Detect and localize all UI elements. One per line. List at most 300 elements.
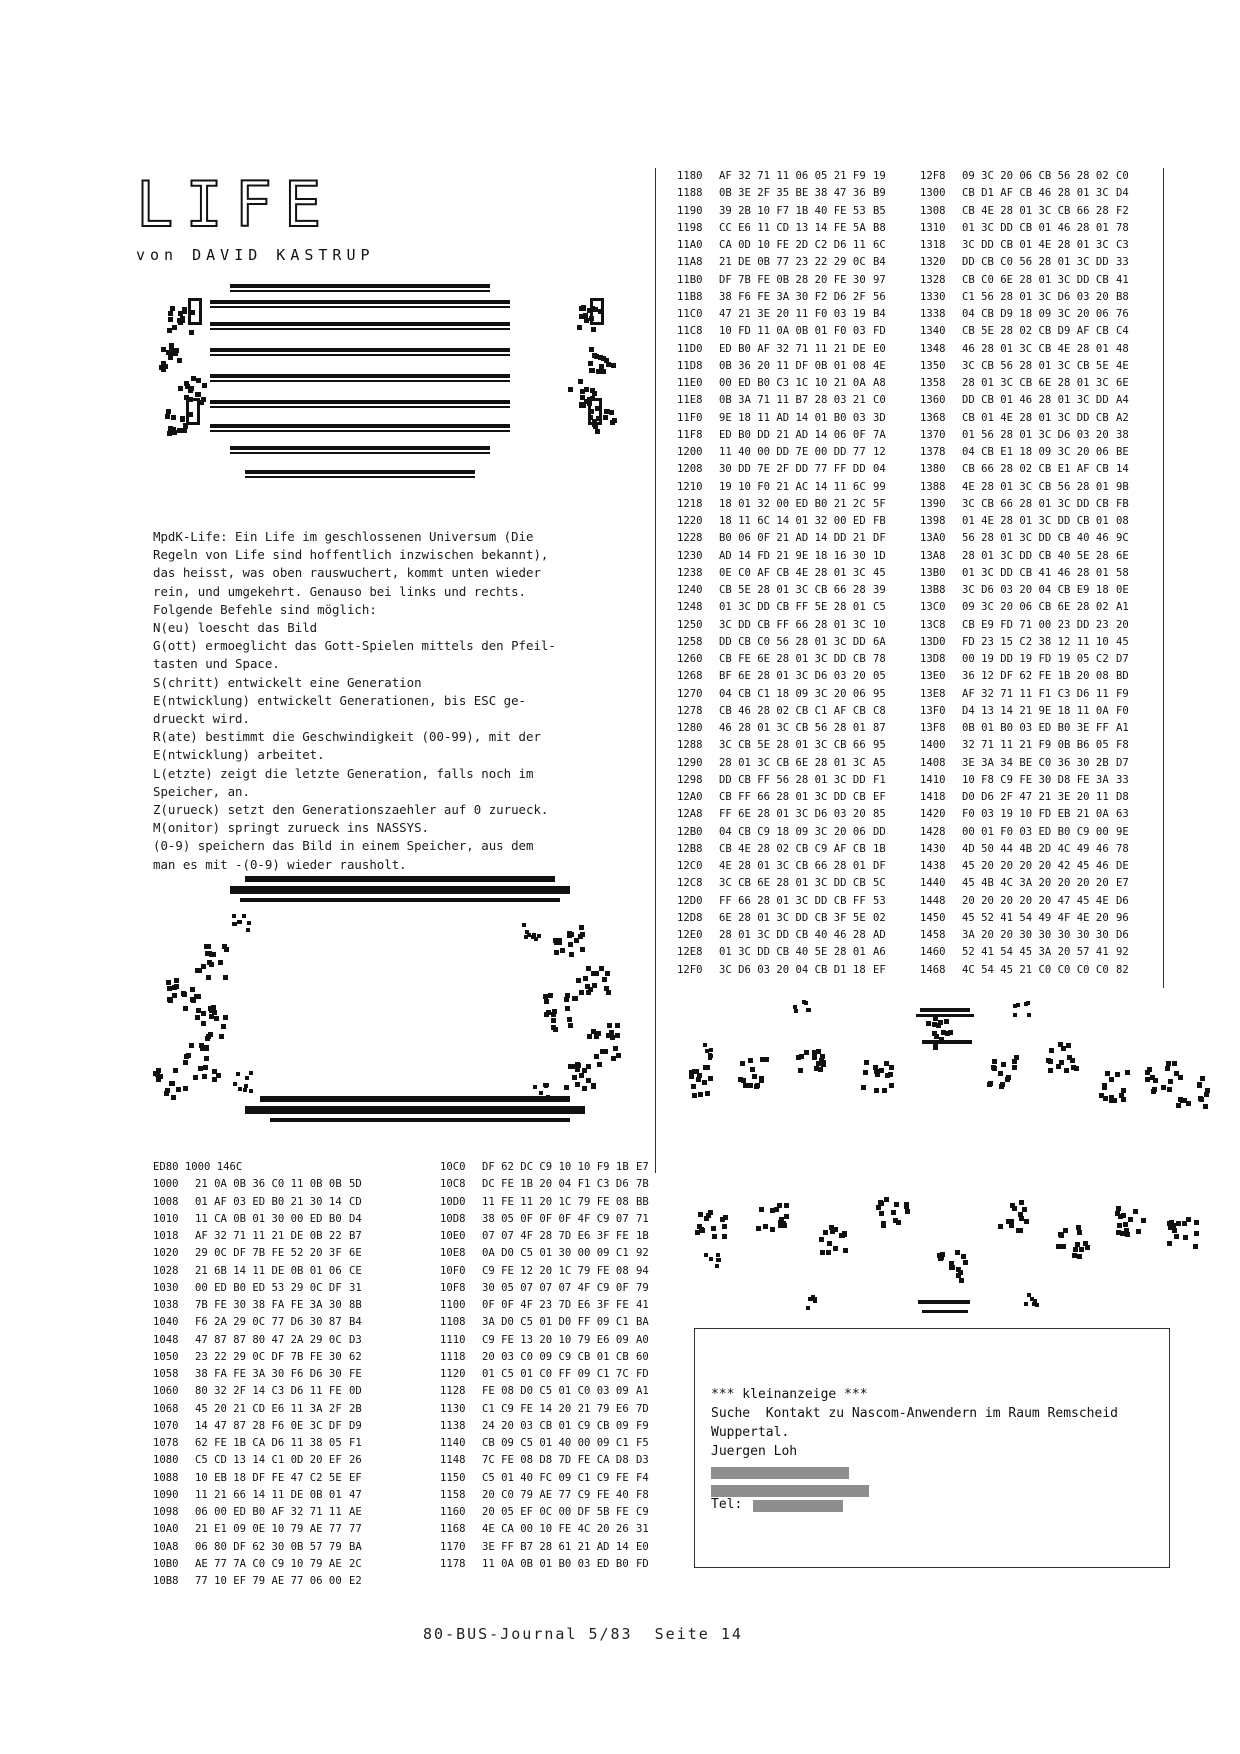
hexdump-sum: 19	[873, 170, 886, 182]
hexdump-sum: F9	[1116, 687, 1129, 700]
hexdump-addr: 1108	[440, 1316, 466, 1329]
hexdump-sum: CD	[349, 1195, 362, 1208]
hexdump-addr: 1238	[677, 566, 703, 579]
hexdump-bytes: ED B0 AF 32 71 11 21 DE	[719, 342, 866, 355]
hexdump-addr: 1120	[440, 1368, 466, 1380]
hexdump-bytes: FD 23 15 C2 38 12 11 10	[962, 635, 1109, 648]
hexdump-bytes: 00 19 DD 19 FD 19 05 C2	[962, 653, 1109, 665]
hexdump-sum: BB	[636, 1195, 649, 1208]
hexdump-bytes: 47 21 3E 20 11 F0 03 19	[719, 308, 866, 320]
hexdump-bytes: 62 FE 1B CA D6 11 38 05	[195, 1437, 342, 1449]
hexdump-sum: F8	[1116, 739, 1129, 752]
hexdump-bytes: DD CB C0 56 28 01 3C DD	[962, 256, 1109, 269]
hexdump-bytes: C9 FE 12 20 1C 79 FE 08	[482, 1264, 629, 1277]
hexdump-bytes: 01 C5 01 C0 FF 09 C1 7C	[482, 1368, 629, 1380]
hexdump-sum: 41	[636, 1299, 649, 1311]
hexdump-sum: 85	[873, 808, 886, 821]
hexdump-sum: F9	[636, 1419, 649, 1432]
hexdump-bytes: CA 0D 10 FE 2D C2 D6 11	[719, 239, 866, 251]
hexdump-bytes: AF 32 71 11 F1 C3 D6 11	[962, 687, 1109, 700]
hexdump-addr: 1150	[440, 1471, 466, 1484]
hexdump-sum: D4	[349, 1212, 362, 1225]
hexdump-addr: 1130	[440, 1402, 466, 1415]
hexdump-bytes: 04 CB C9 18 09 3C 20 06	[719, 825, 866, 838]
hexdump-addr: 1390	[920, 497, 946, 510]
hexdump-addr: 1138	[440, 1419, 466, 1432]
hexdump-bytes: 3A D0 C5 01 D0 FF 09 C1	[482, 1316, 629, 1329]
hexdump-bytes: AE 77 7A C0 C9 10 79 AE	[195, 1557, 342, 1570]
hexdump-bytes: 0F 0F 4F 23 7D E6 3F FE	[482, 1299, 629, 1311]
hexdump-bytes: 28 01 3C DD CB 40 5E 28	[962, 549, 1109, 562]
hexdump-sum: A5	[873, 756, 886, 769]
hexdump-sum: 5C	[873, 877, 886, 890]
hexdump-addr: 10A8	[153, 1540, 179, 1553]
hexdump-addr: 1188	[677, 187, 703, 200]
hexdump-sum: 8B	[349, 1299, 362, 1311]
hexdump-sum: F8	[636, 1488, 649, 1501]
hexdump-bytes: 38 05 0F 0F 0F 4F C9 07	[482, 1212, 629, 1225]
hexdump-addr: 1310	[920, 221, 946, 234]
instruction-line: drueckt wird.	[153, 711, 250, 727]
ad-text-line-2: Wuppertal.	[711, 1425, 790, 1440]
hexdump-addr: 1200	[677, 446, 703, 458]
hexdump-addr: 10C0	[440, 1161, 466, 1173]
hexdump-addr: 1320	[920, 256, 946, 269]
hexdump-sum: 87	[873, 722, 886, 734]
hexdump-addr: 13B0	[920, 566, 946, 579]
hexdump-sum: 79	[636, 1281, 649, 1294]
hexdump-addr: 13D0	[920, 635, 946, 648]
hexdump-sum: A6	[873, 946, 886, 959]
hexdump-sum: BA	[349, 1540, 362, 1553]
hexdump-sum: D7	[1116, 653, 1129, 665]
hexdump-addr: 12B8	[677, 842, 703, 855]
hexdump-bytes: 18 11 6C 14 01 32 00 ED	[719, 515, 866, 527]
hexdump-addr: 1178	[440, 1557, 466, 1570]
hexdump-bytes: 11 40 00 DD 7E 00 DD 77	[719, 446, 866, 458]
instruction-line: E(ntwicklung) arbeitet.	[153, 747, 325, 763]
hexdump-addr: 1340	[920, 325, 946, 338]
hexdump-sum: 41	[1116, 273, 1129, 286]
hexdump-bytes: ED B0 DD 21 AD 14 06 0F	[719, 428, 866, 441]
hexdump-bytes: 00 01 F0 03 ED B0 C9 00	[962, 825, 1109, 838]
hexdump-sum: 5D	[349, 1178, 362, 1191]
hexdump-sum: 76	[1116, 308, 1129, 320]
hexdump-addr: 12A8	[677, 808, 703, 821]
hexdump-addr: 1308	[920, 204, 946, 217]
instruction-line: S(chritt) entwickelt eine Generation	[153, 674, 422, 690]
classified-ad-box	[694, 1328, 1170, 1568]
article-byline: von DAVID KASTRUP	[136, 246, 375, 264]
hexdump-sum: D6	[1116, 894, 1129, 907]
hexdump-addr: 1330	[920, 290, 946, 303]
hexdump-bytes: 01 3C DD CB 41 46 28 01	[962, 566, 1109, 579]
hexdump-sum: AD	[873, 929, 886, 941]
hexdump-sum: 33	[1116, 773, 1129, 786]
redacted-phone-number	[753, 1500, 843, 1512]
hexdump-sum: B7	[349, 1230, 362, 1242]
instruction-line: Folgende Befehle sind möglich:	[153, 601, 377, 617]
hexdump-addr: 1010	[153, 1212, 179, 1225]
hexdump-addr: 10F0	[440, 1264, 466, 1277]
hexdump-sum: 9E	[1116, 825, 1129, 838]
hexdump-sum: 6C	[873, 239, 886, 251]
hexdump-bytes: 11 21 66 14 11 DE 0B 01	[195, 1488, 342, 1501]
hexdump-addr: 1248	[677, 601, 703, 614]
hexdump-addr: 1018	[153, 1230, 179, 1242]
hexdump-bytes: 3C CB 5E 28 01 3C CB 66	[719, 739, 866, 752]
hexdump-bytes: 45 4B 4C 3A 20 20 20 20	[962, 877, 1109, 890]
hexdump-addr: 13A0	[920, 532, 946, 545]
hexdump-addr: 1070	[153, 1419, 179, 1432]
hexdump-bytes: D4 13 14 21 9E 18 11 0A	[962, 704, 1109, 717]
hexdump-sum: A8	[873, 377, 886, 389]
hexdump-sum: 78	[873, 653, 886, 665]
instruction-line: M(onitor) springt zurueck ins NASSYS.	[153, 820, 430, 836]
instruction-line: G(ott) ermoeglicht das Gott-Spielen mittels den Pfeil-	[153, 638, 556, 654]
hexdump-addr: 11B8	[677, 290, 703, 303]
hexdump-bytes: 0B 01 B0 03 ED B0 3E FF	[962, 722, 1109, 734]
hexdump-sum: 62	[349, 1350, 362, 1363]
redacted-address-line-2	[711, 1485, 869, 1497]
hexdump-sum: 4E	[873, 359, 886, 372]
hexdump-addr: 1020	[153, 1247, 179, 1260]
hexdump-sum: B4	[349, 1316, 362, 1329]
hexdump-addr: 13A8	[920, 549, 946, 562]
hexdump-bytes: AF 32 71 11 06 05 21 F9	[719, 170, 866, 182]
hexdump-addr: 1300	[920, 187, 946, 200]
hexdump-addr: 1460	[920, 946, 946, 959]
hexdump-bytes: D0 D6 2F 47 21 3E 20 11	[962, 791, 1109, 803]
hexdump-sum: 05	[873, 670, 886, 683]
hexdump-addr: 1078	[153, 1437, 179, 1449]
ad-text-line-1: Suche Kontakt zu Nascom-Anwendern im Raum Remscheid	[711, 1406, 1118, 1421]
hexdump-bytes: 04 CB D9 18 09 3C 20 06	[962, 308, 1109, 320]
hexdump-bytes: B0 06 0F 21 AD 14 DD 21	[719, 532, 866, 545]
hexdump-sum: BE	[1116, 446, 1129, 458]
hexdump-sum: 5F	[873, 497, 886, 510]
hexdump-sum: A1	[636, 1385, 649, 1398]
hexdump-sum: 77	[349, 1523, 362, 1536]
hexdump-bytes: 10 FD 11 0A 0B 01 F0 03	[719, 325, 866, 338]
hexdump-addr: 1260	[677, 653, 703, 665]
hexdump-addr: 1208	[677, 463, 703, 476]
hexdump-sum: 1B	[636, 1230, 649, 1242]
hexdump-sum: AE	[349, 1506, 362, 1518]
hexdump-sum: D3	[349, 1333, 362, 1346]
hexdump-addr: 1440	[920, 877, 946, 890]
instruction-line: Regeln von Life sind hoffentlich inzwischen bekannt),	[153, 547, 549, 563]
hexdump-bytes: 28 01 3C CB 6E 28 01 3C	[962, 377, 1109, 389]
hexdump-sum: D4	[1116, 187, 1129, 200]
instruction-line: rein, und umgekehrt. Genauso bei links und rechts.	[153, 583, 526, 599]
hexdump-addr: 1448	[920, 894, 946, 907]
instructions-text	[153, 528, 635, 874]
hexdump-bytes: 21 E1 09 0E 10 79 AE 77	[195, 1523, 342, 1536]
hexdump-bytes: DF 7B FE 0B 28 20 FE 30	[719, 273, 866, 286]
hexdump-bytes: 11 0A 0B 01 B0 03 ED B0	[482, 1557, 629, 1570]
hexdump-bytes: 04 CB C1 18 09 3C 20 06	[719, 687, 866, 700]
hexdump-bytes: 52 41 54 45 3A 20 57 41	[962, 946, 1109, 959]
hexdump-bytes: 00 ED B0 C3 1C 10 21 0A	[719, 377, 866, 389]
hexdump-bytes: AF 32 71 11 21 DE 0B 22	[195, 1230, 342, 1242]
hexdump-addr: 1428	[920, 825, 946, 838]
hexdump-bytes: 7C FE 08 D8 7D FE CA D8	[482, 1454, 629, 1467]
hexdump-bytes: CB FE 6E 28 01 3C DD CB	[719, 653, 866, 665]
hexdump-sum: 0E	[1116, 584, 1129, 596]
hexdump-block-4	[920, 170, 1160, 990]
hexdump-bytes: DD CB FF 56 28 01 3C DD	[719, 773, 866, 786]
hexdump-sum: 78	[1116, 221, 1129, 234]
hexdump-addr: 1418	[920, 791, 946, 803]
hexdump-addr: 13E0	[920, 670, 946, 683]
instruction-line: MpdK-Life: Ein Life im geschlossenen Universum (Die	[153, 529, 534, 544]
hexdump-sum: 1B	[873, 842, 886, 855]
page-footer: 80-BUS-Journal 5/83 Seite 14	[423, 1625, 743, 1643]
hexdump-sum: BD	[1116, 670, 1129, 683]
hexdump-addr: 11B0	[677, 273, 703, 286]
hexdump-bytes: 0E C0 AF CB 4E 28 01 3C	[719, 566, 866, 579]
hexdump-bytes: 06 80 DF 62 30 0B 57 79	[195, 1540, 342, 1553]
hexdump-bytes: 46 28 01 3C CB 56 28 01	[719, 722, 866, 734]
hexdump-bytes: 38 F6 FE 3A 30 F2 D6 2F	[719, 290, 866, 303]
hexdump-sum: 3D	[873, 411, 886, 424]
hexdump-sum: 26	[349, 1454, 362, 1467]
hexdump-sum: 45	[1116, 635, 1129, 648]
hexdump-sum: F2	[1116, 204, 1129, 217]
instruction-line: L(etzte) zeigt die letzte Generation, falls noch im	[153, 765, 534, 781]
hexdump-sum: 7A	[873, 428, 886, 441]
hexdump-addr: 12E8	[677, 946, 703, 959]
hexdump-addr: 1360	[920, 394, 946, 407]
hexdump-addr: 1318	[920, 239, 946, 251]
hexdump-sum: D9	[349, 1419, 362, 1432]
ad-tel-label: Tel:	[711, 1497, 743, 1512]
hexdump-sum: 2C	[349, 1557, 362, 1570]
hexdump-addr: 13C0	[920, 601, 946, 614]
hexdump-bytes: 6E 28 01 3C DD CB 3F 5E	[719, 911, 866, 924]
hexdump-bytes: 39 2B 10 F7 1B 40 FE 53	[719, 204, 866, 217]
hexdump-bytes: 00 ED B0 ED 53 29 0C DF	[195, 1281, 342, 1294]
hexdump-addr: 1058	[153, 1368, 179, 1380]
hexdump-addr: 1240	[677, 584, 703, 596]
ad-heading: *** kleinanzeige ***	[711, 1387, 868, 1402]
hexdump-bytes: 3C D6 03 20 04 CB D1 18	[719, 963, 866, 976]
hexdump-block-3	[677, 170, 907, 990]
hexdump-sum: 14	[1116, 463, 1129, 476]
hexdump-addr: 11C8	[677, 325, 703, 338]
hexdump-bytes: 18 01 32 00 ED B0 21 2C	[719, 497, 866, 510]
life-pattern-illustration-3	[690, 1000, 1220, 1325]
hexdump-addr: 1050	[153, 1350, 179, 1363]
hexdump-addr: 1328	[920, 273, 946, 286]
hexdump-bytes: 28 01 3C CB 6E 28 01 3C	[719, 756, 866, 769]
hexdump-bytes: 01 AF 03 ED B0 21 30 14	[195, 1195, 342, 1208]
hexdump-addr: 1298	[677, 773, 703, 786]
hexdump-sum: DF	[873, 532, 886, 545]
hexdump-addr: 10A0	[153, 1523, 179, 1536]
hexdump-addr: 1030	[153, 1281, 179, 1294]
hexdump-sum: A1	[1116, 722, 1129, 734]
hexdump-bytes: C1 56 28 01 3C D6 03 20	[962, 290, 1109, 303]
hexdump-sum: 47	[349, 1488, 362, 1501]
hexdump-bytes: 3C D6 03 20 04 CB E9 18	[962, 584, 1109, 596]
hexdump-addr: 10D8	[440, 1212, 466, 1225]
hexdump-sum: 45	[873, 566, 886, 579]
hexdump-bytes: 3C CB 56 28 01 3C CB 5E	[962, 359, 1109, 372]
hexdump-bytes: 01 3C DD CB 01 46 28 01	[962, 221, 1109, 234]
column-rule-right	[1163, 168, 1164, 988]
hexdump-addr: 13E8	[920, 687, 946, 700]
hexdump-sum: F4	[636, 1471, 649, 1484]
hexdump-bytes: 04 CB E1 18 09 3C 20 06	[962, 446, 1109, 458]
hexdump-addr: 1250	[677, 618, 703, 631]
hexdump-bytes: 30 05 07 07 07 4F C9 0F	[482, 1281, 629, 1294]
hexdump-addr: 11C0	[677, 308, 703, 320]
hexdump-sum: C3	[1116, 239, 1129, 251]
hexdump-addr: 1408	[920, 756, 946, 769]
hexdump-addr: 1450	[920, 911, 946, 924]
ad-contact-name: Juergen Loh	[711, 1444, 798, 1459]
hexdump-sum: D7	[1116, 756, 1129, 769]
hexdump-bytes: F6 2A 29 0C 77 D6 30 87	[195, 1316, 342, 1329]
hexdump-bytes: CB D1 AF CB 46 28 01 3C	[962, 187, 1109, 200]
hexdump-bytes: C5 CD 13 14 C1 0D 20 EF	[195, 1454, 342, 1467]
hexdump-addr: 13F8	[920, 722, 946, 734]
hexdump-bytes: 20 20 20 20 20 47 45 4E	[962, 894, 1109, 907]
hexdump-bytes: 30 DD 7E 2F DD 77 FF DD	[719, 463, 866, 476]
hexdump-addr: 12A0	[677, 791, 703, 803]
hexdump-bytes: CB 4E 28 01 3C CB 66 28	[962, 204, 1109, 217]
hexdump-bytes: 3A 20 20 30 30 30 30 30	[962, 929, 1109, 941]
hexdump-addr: 1198	[677, 221, 703, 234]
hexdump-sum: C9	[636, 1506, 649, 1518]
hexdump-addr: 1220	[677, 515, 703, 527]
hexdump-bytes: 10 F8 C9 FE 30 D8 FE 3A	[962, 773, 1109, 786]
hexdump-addr: 1190	[677, 204, 703, 217]
hexdump-addr: 1410	[920, 773, 946, 786]
hexdump-addr: 12C0	[677, 860, 703, 872]
hexdump-addr: 10C8	[440, 1178, 466, 1191]
hexdump-bytes: 21 DE 0B 77 23 22 29 0C	[719, 256, 866, 269]
hexdump-sum: C0	[873, 394, 886, 407]
hexdump-sum: A4	[1116, 394, 1129, 407]
redacted-address-line-1	[711, 1467, 849, 1479]
hexdump-addr: 12E0	[677, 929, 703, 941]
hexdump-addr: 12F8	[920, 170, 946, 182]
hexdump-sum: B5	[873, 204, 886, 217]
hexdump-bytes: 3C CB 6E 28 01 3C DD CB	[719, 877, 866, 890]
instruction-line: (0-9) speichern das Bild in einem Speicher, aus dem	[153, 838, 534, 854]
hexdump-bytes: CB 5E 28 02 CB D9 AF CB	[962, 325, 1109, 338]
hexdump-addr: 11E0	[677, 377, 703, 389]
hexdump-bytes: 7B FE 30 38 FA FE 3A 30	[195, 1299, 342, 1311]
hexdump-sum: 33	[1116, 256, 1129, 269]
hexdump-sum: 71	[636, 1212, 649, 1225]
hexdump-sum: E2	[349, 1575, 362, 1587]
hexdump-addr: 12C8	[677, 877, 703, 890]
hexdump-bytes: 09 3C 20 06 CB 56 28 02	[962, 170, 1109, 182]
hexdump-sum: B4	[873, 256, 886, 269]
hexdump-addr: 1290	[677, 756, 703, 769]
hexdump-sum: 99	[873, 480, 886, 493]
article-title: LIFE	[136, 168, 334, 241]
hexdump-sum: F1	[349, 1437, 362, 1449]
hexdump-sum: 31	[636, 1523, 649, 1536]
hexdump-addr: 1420	[920, 808, 946, 821]
hexdump-addr: 1288	[677, 739, 703, 752]
hexdump-bytes: 07 07 4F 28 7D E6 3F FE	[482, 1230, 629, 1242]
hexdump-addr: 12B0	[677, 825, 703, 838]
hexdump-sum: 96	[1116, 911, 1129, 924]
hexdump-bytes: 80 32 2F 14 C3 D6 11 FE	[195, 1385, 342, 1398]
hexdump-bytes: C9 FE 13 20 10 79 E6 09	[482, 1333, 629, 1346]
hexdump-sum: 82	[1116, 963, 1129, 976]
hexdump-sum: A2	[1116, 411, 1129, 424]
instruction-line: E(ntwicklung) entwickelt Generationen, bis ESC ge-	[153, 692, 526, 708]
hexdump-bytes: 3C DD CB 01 4E 28 01 3C	[962, 239, 1109, 251]
hexdump-addr: 1040	[153, 1316, 179, 1329]
hexdump-sum: 78	[1116, 842, 1129, 855]
hexdump-sum: 94	[636, 1264, 649, 1277]
hexdump-sum: FE	[349, 1368, 362, 1380]
hexdump-sum: B8	[873, 221, 886, 234]
hexdump-addr: 10B8	[153, 1575, 179, 1587]
hexdump-header: ED80 1000 146C	[153, 1161, 243, 1173]
hexdump-bytes: CB C0 6E 28 01 3C DD CB	[962, 273, 1109, 286]
hexdump-sum: FD	[636, 1368, 649, 1380]
hexdump-bytes: 0B 3A 71 11 B7 28 03 21	[719, 394, 866, 407]
hexdump-bytes: 23 22 29 0C DF 7B FE 30	[195, 1350, 342, 1363]
hexdump-sum: 08	[1116, 515, 1129, 527]
instruction-line: das heisst, was oben rauswuchert, kommt unten wieder	[153, 565, 541, 581]
hexdump-bytes: 9E 18 11 AD 14 01 B0 03	[719, 411, 866, 424]
hexdump-addr: 1068	[153, 1402, 179, 1415]
hexdump-bytes: 77 10 EF 79 AE 77 06 00	[195, 1575, 342, 1587]
hexdump-bytes: 01 4E 28 01 3C DD CB 01	[962, 515, 1109, 527]
hexdump-bytes: FF 66 28 01 3C DD CB FF	[719, 894, 866, 907]
hexdump-bytes: 3C CB 66 28 01 3C DD CB	[962, 497, 1109, 510]
hexdump-addr: 1080	[153, 1454, 179, 1467]
hexdump-addr: 1210	[677, 480, 703, 493]
hexdump-sum: D8	[1116, 791, 1129, 803]
hexdump-sum: 56	[873, 290, 886, 303]
hexdump-sum: B8	[1116, 290, 1129, 303]
hexdump-block-1	[153, 1161, 403, 1601]
hexdump-bytes: CB 09 C5 01 40 00 09 C1	[482, 1437, 629, 1449]
hexdump-addr: 11A8	[677, 256, 703, 269]
hexdump-bytes: C5 01 40 FC 09 C1 C9 FE	[482, 1471, 629, 1484]
hexdump-bytes: 4E 28 01 3C CB 56 28 01	[962, 480, 1109, 493]
hexdump-addr: 1258	[677, 635, 703, 648]
instruction-line: tasten und Space.	[153, 656, 280, 672]
hexdump-addr: 11D8	[677, 359, 703, 372]
hexdump-sum: FB	[873, 515, 886, 527]
hexdump-bytes: BF 6E 28 01 3C D6 03 20	[719, 670, 866, 683]
hexdump-addr: 1160	[440, 1506, 466, 1518]
hexdump-addr: 11A0	[677, 239, 703, 251]
hexdump-addr: 1038	[153, 1299, 179, 1311]
hexdump-bytes: 01 56 28 01 3C D6 03 20	[962, 428, 1109, 441]
hexdump-sum: 12	[873, 446, 886, 458]
hexdump-addr: 13C8	[920, 618, 946, 631]
hexdump-addr: 1358	[920, 377, 946, 389]
hexdump-sum: DE	[1116, 860, 1129, 872]
hexdump-bytes: F0 03 19 10 FD EB 21 0A	[962, 808, 1109, 821]
hexdump-sum: 39	[873, 584, 886, 596]
hexdump-addr: 13B8	[920, 584, 946, 596]
hexdump-bytes: 14 47 87 28 F6 0E 3C DF	[195, 1419, 342, 1432]
